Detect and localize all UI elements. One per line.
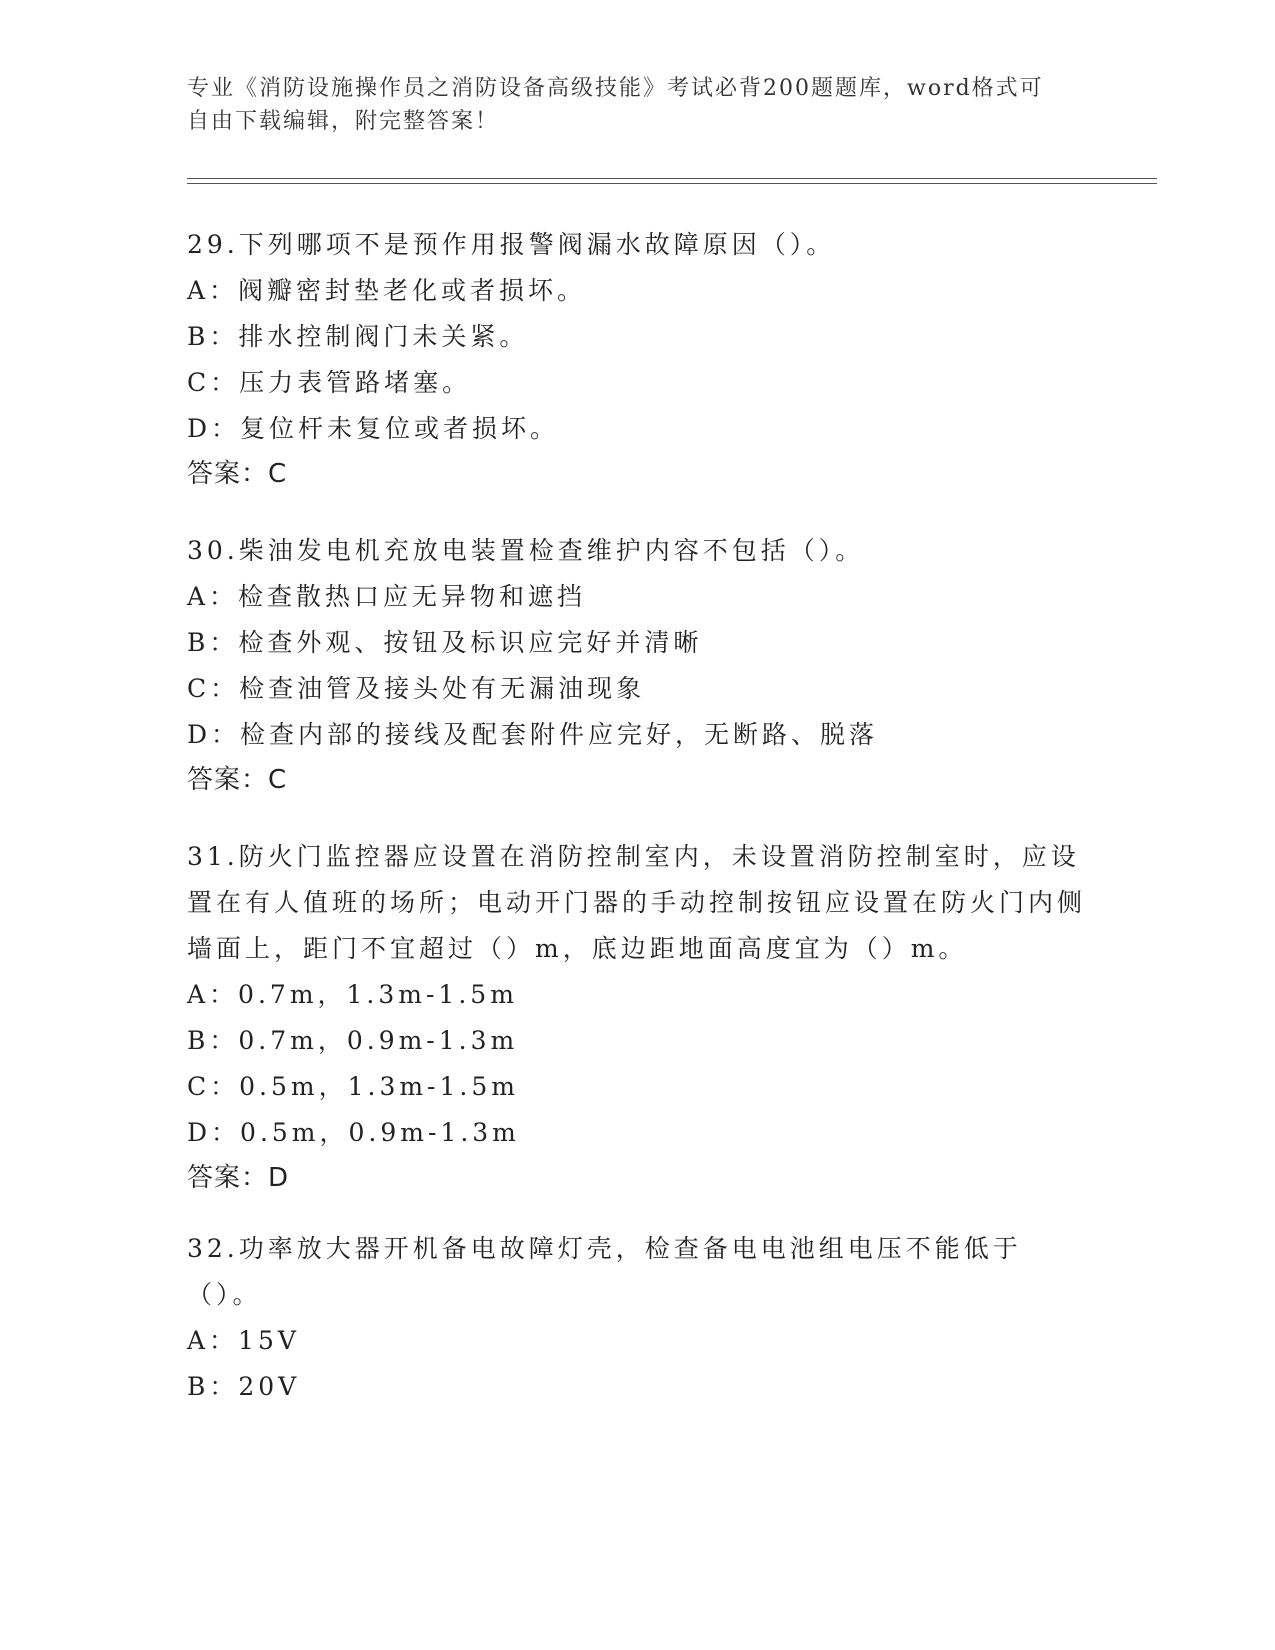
- header-rule-top: [187, 178, 1157, 179]
- question-31: [187, 834, 1087, 1200]
- question-29: [187, 222, 1087, 496]
- answer: 答案：D: [187, 1163, 290, 1193]
- option-d: D：检查内部的接线及配套附件应完好，无断路、脱落: [187, 720, 879, 749]
- option-a: A：0.7m，1.3m-1.5m: [187, 980, 518, 1009]
- option-b: B：20V: [187, 1372, 301, 1401]
- question-stem: 32.功率放大器开机备电故障灯壳，检查备电电池组电压不能低于（）。: [187, 1234, 1022, 1309]
- option-a: A：15V: [187, 1326, 300, 1355]
- question-stem: 29.下列哪项不是预作用报警阀漏水故障原因（）。: [187, 230, 836, 259]
- answer: 答案：C: [187, 765, 288, 795]
- option-b: B：排水控制阀门未关紧。: [187, 322, 529, 351]
- option-c: C：0.5m，1.3m-1.5m: [187, 1072, 519, 1101]
- question-stem: 30.柴油发电机充放电装置检查维护内容不包括（）。: [187, 536, 865, 565]
- question-32: [187, 1226, 1087, 1410]
- question-30: [187, 528, 1087, 802]
- option-d: D：复位杆未复位或者损坏。: [187, 414, 560, 443]
- option-a: A：阀瓣密封垫老化或者损坏。: [187, 276, 587, 305]
- option-d: D：0.5m，0.9m-1.3m: [187, 1118, 520, 1147]
- header-rule-bottom: [187, 183, 1157, 184]
- option-c: C：压力表管路堵塞。: [187, 368, 472, 397]
- question-stem: 31.防火门监控器应设置在消防控制室内，未设置消防控制室时，应设置在有人值班的场所；电动开门器的手动控制按钮应设置在防火门内侧墙面上，距门不宜超过（）m，底边距地面高度宜为（）m。: [187, 842, 1087, 963]
- option-a: A：检查散热口应无异物和遮挡: [187, 582, 587, 611]
- answer: 答案：C: [187, 459, 288, 489]
- option-b: B：0.7m，0.9m-1.3m: [187, 1026, 519, 1055]
- option-c: C：检查油管及接头处有无漏油现象: [187, 674, 646, 703]
- option-b: B：检查外观、按钮及标识应完好并清晰: [187, 628, 703, 657]
- document-intro: 专业《消防设施操作员之消防设备高级技能》考试必背200题题库，word格式可自由下载编辑，附完整答案！: [187, 76, 1044, 134]
